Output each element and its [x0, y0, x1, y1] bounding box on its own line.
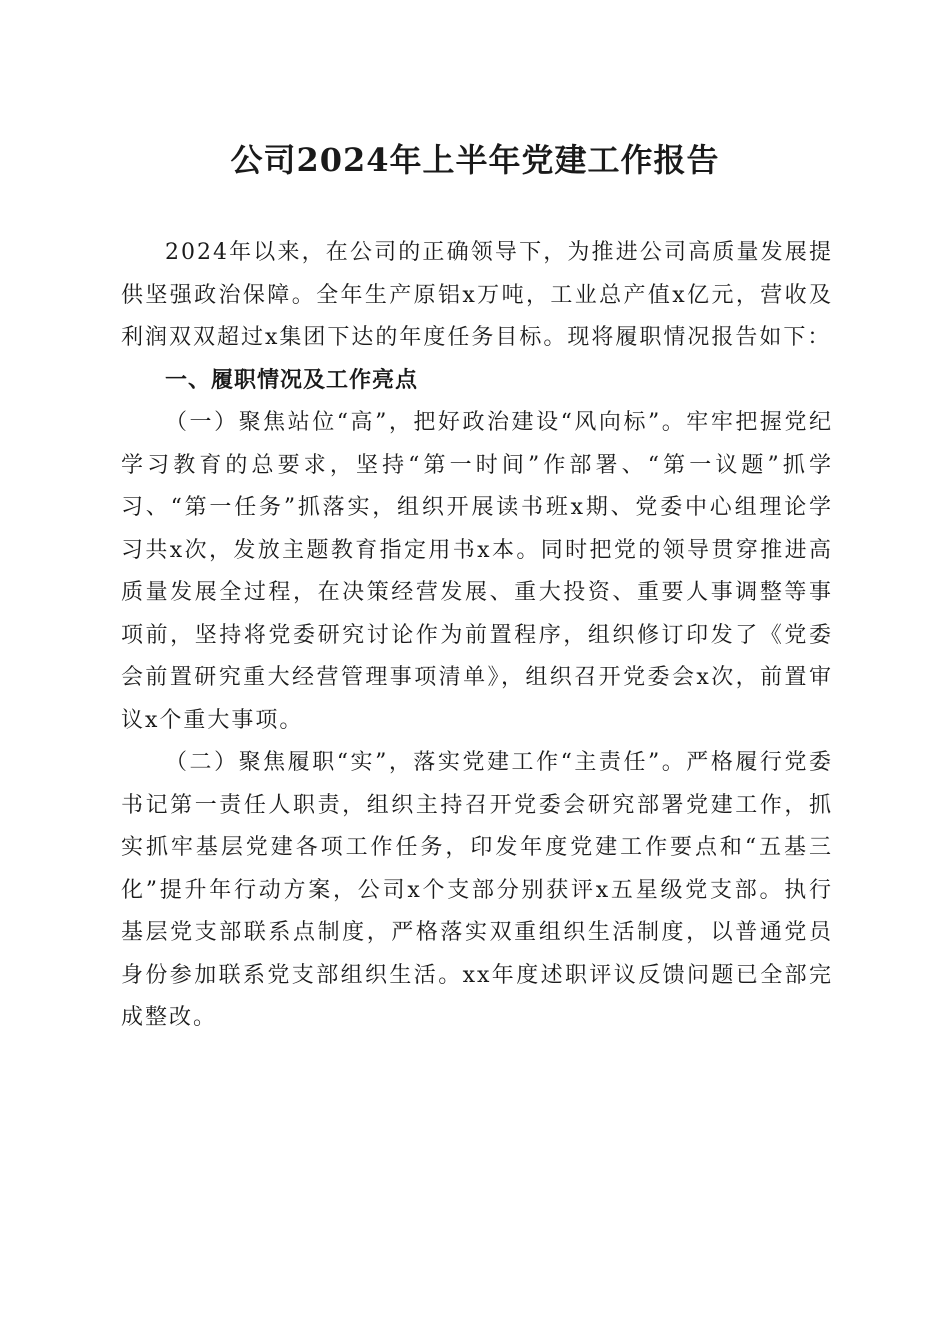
section-heading: 一、履职情况及工作亮点 — [165, 367, 419, 393]
intro-paragraph: 2024年以来，在公司的正确领导下，为推进公司高质量发展提供坚强政治保障。全年生产原铝x万吨，工业总产值x亿元，营收及利润双双超过x集团下达的年度任务目标。现将履职情况报告如下： — [121, 240, 833, 350]
document-title: 公司2024年上半年党建工作报告 — [230, 141, 720, 179]
document-body — [121, 232, 833, 1040]
paragraph-2: （二）聚焦履职“实”，落实党建工作“主责任”。严格履行党委书记第一责任人职责，组织主持召开党委会研究部署党建工作，抓实抓牢基层党建各项工作任务，印发年度党建工作要点和“五基三化”提升年行动方案，公司x个支部分别获评x五星级党支部。执行基层党支部联系点制度，严格落实双重组织生活制度，以普通党员身份参加联系党支部组织生活。xx年度述职评议反馈问题已全部完成整改。 — [121, 750, 833, 1030]
paragraph-1: （一）聚焦站位“高”，把好政治建设“风向标”。牢牢把握党纪学习教育的总要求，坚持“第一时间”作部署、“第一议题”抓学习、“第一任务”抓落实，组织开展读书班x期、党委中心组理论学习共x次，发放主题教育指定用书x本。同时把党的领导贯穿推进高质量发展全过程，在决策经营发展、重大投资、重要人事调整等事项前，坚持将党委研究讨论作为前置程序，组织修订印发了《党委会前置研究重大经营管理事项清单》，组织召开党委会x次，前置审议x个重大事项。 — [121, 410, 833, 733]
